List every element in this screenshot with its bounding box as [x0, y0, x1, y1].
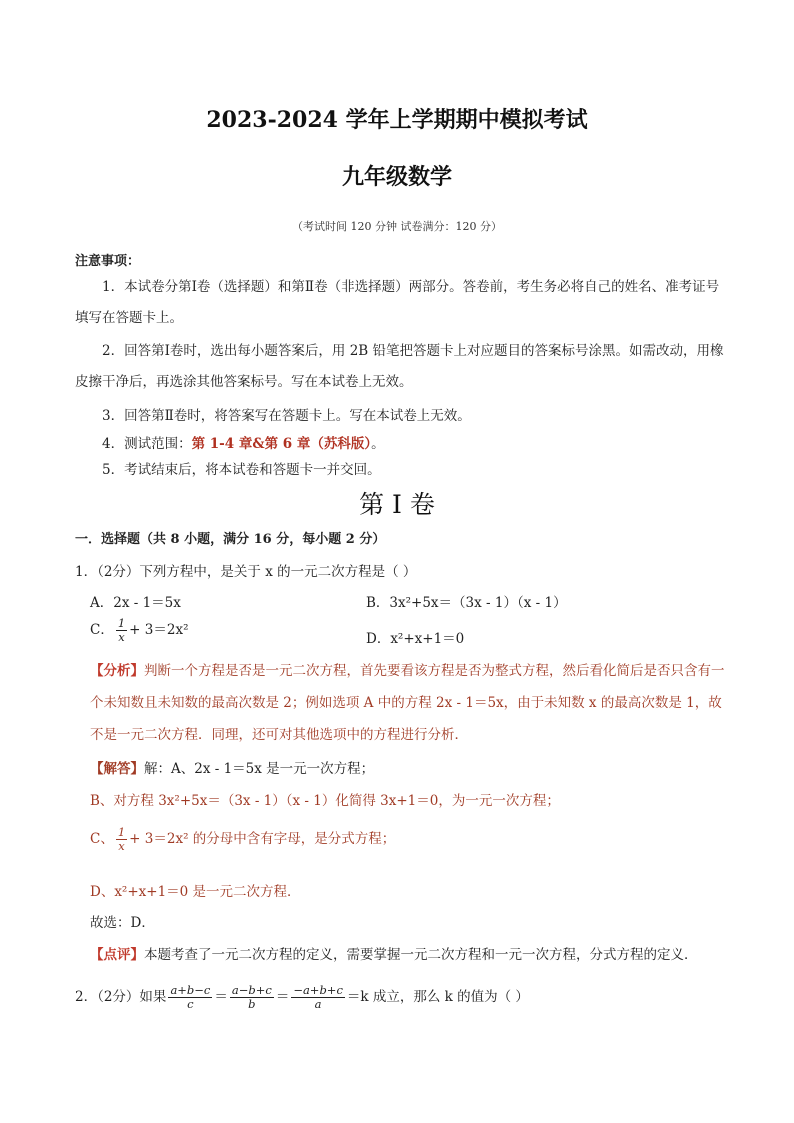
question-1-comment [90, 943, 698, 963]
notice-item-4-suffix: 。 [371, 436, 385, 452]
question-1-option-a: A．2x - 1＝5x [90, 595, 181, 611]
question-1-stem: 1．（2分）下列方程中，是关于 x 的一元二次方程是（ ） [75, 564, 417, 580]
notice-item-5: 5．考试结束后，将本试卷和答题卡一并交回。 [102, 462, 381, 478]
question-1-option-d: D．x²+x+1＝0 [366, 631, 465, 647]
exam-subtitle: 九年级数学 [341, 164, 452, 190]
notice-item-1: 1．本试卷分第Ⅰ卷（选择题）和第Ⅱ卷（非选择题）两部分。答卷前，考生务必将自己的姓名、准考证号填写在答题卡上。 [75, 279, 720, 326]
solution-c-fraction [116, 826, 127, 853]
q2-fraction-1 [168, 984, 212, 1011]
question-1-solution-a [90, 757, 374, 777]
question-1-solution-d: D、x²+x+1＝0 是一元二次方程． [90, 884, 301, 900]
solution-c-label: C、 [90, 831, 114, 847]
q2-prefix: 2．（2分）如果 [75, 989, 167, 1005]
q2-fraction-3-den: a [314, 997, 322, 1011]
option-c-fraction [116, 617, 127, 644]
question-1-solution-b: B、对方程 3x²+5x＝（3x - 1）（x - 1）化简得 3x+1＝0，为一元一次方程； [90, 793, 560, 809]
option-c-label: C． [90, 622, 114, 638]
comment-tag: 【点评】 [90, 947, 144, 963]
q2-suffix: ＝k 成立，那么 k 的值为（ ） [346, 989, 529, 1005]
q2-fraction-2-num: a−b+c [231, 983, 272, 997]
question-1-analysis [90, 655, 730, 751]
q2-fraction-1-num: a+b−c [170, 983, 211, 997]
q2-fraction-3 [291, 984, 345, 1011]
section-heading: 一．选择题（共 8 小题，满分 16 分，每小题 2 分） [75, 532, 386, 547]
q2-fraction-1-den: c [187, 997, 194, 1011]
question-1-option-b: B．3x²+5x＝（3x - 1）（x - 1） [366, 595, 567, 611]
exam-title: 2023-2024 学年上学期期中模拟考试 [206, 107, 588, 133]
q2-fraction-2-den: b [248, 997, 256, 1011]
q2-eq-1: ＝ [214, 989, 228, 1005]
notice-item-3: 3．回答第Ⅱ卷时，将答案写在答题卡上。写在本试卷上无效。 [102, 408, 471, 424]
option-c-fraction-den: x [118, 630, 125, 644]
solution-tag: 【解答】 [90, 761, 144, 777]
analysis-tag: 【分析】 [90, 663, 144, 679]
q2-eq-2: ＝ [275, 989, 290, 1005]
question-1-choice: 故选：D． [90, 915, 155, 931]
notice-item-4 [102, 432, 385, 452]
question-1-option-c [90, 617, 188, 644]
notice-item-4-prefix: 4．测试范围： [102, 436, 192, 452]
notice-item-4-range: 第 1-4 章&第 6 章（苏科版） [191, 436, 372, 452]
analysis-text: 判断一个方程是否是一元二次方程，首先要看该方程是否为整式方程，然后看化简后是否只含有一个未知数且未知数的最高次数是 2；例如选项 A 中的方程 2x - 1＝5x，由于未知数 x 的最高次数是 1，故不是一元二次方程．同理，还可对其他选项中的方程进行分析． [90, 663, 725, 743]
q2-fraction-3-num: −a+b+c [293, 983, 343, 997]
q2-fraction-2 [230, 984, 274, 1011]
notice-heading: 注意事项： [75, 254, 141, 269]
solution-c-rest: + 3＝2x² 的分母中含有字母，是分式方程； [129, 831, 396, 847]
solution-c-fraction-den: x [118, 839, 125, 853]
question-1-solution-c [90, 826, 395, 853]
question-2-stem [75, 984, 529, 1011]
volume-heading: 第 I 卷 [359, 490, 435, 519]
solution-a-text: 解：A、2x - 1＝5x 是一元一次方程； [144, 761, 375, 777]
solution-c-fraction-num: 1 [117, 825, 126, 839]
notice-item-2: 2．回答第Ⅰ卷时，选出每小题答案后，用 2B 铅笔把答题卡上对应题目的答案标号涂黑。如需改动，用橡皮擦干净后，再选涂其他答案标号。写在本试卷上无效。 [75, 343, 724, 390]
exam-meta: （考试时间 120 分钟 试卷满分：120 分） [292, 220, 502, 233]
option-c-rest: + 3＝2x² [129, 622, 189, 638]
comment-text: 本题考查了一元二次方程的定义，需要掌握一元二次方程和一元一次方程，分式方程的定义． [144, 947, 698, 963]
option-c-fraction-num: 1 [117, 616, 126, 630]
